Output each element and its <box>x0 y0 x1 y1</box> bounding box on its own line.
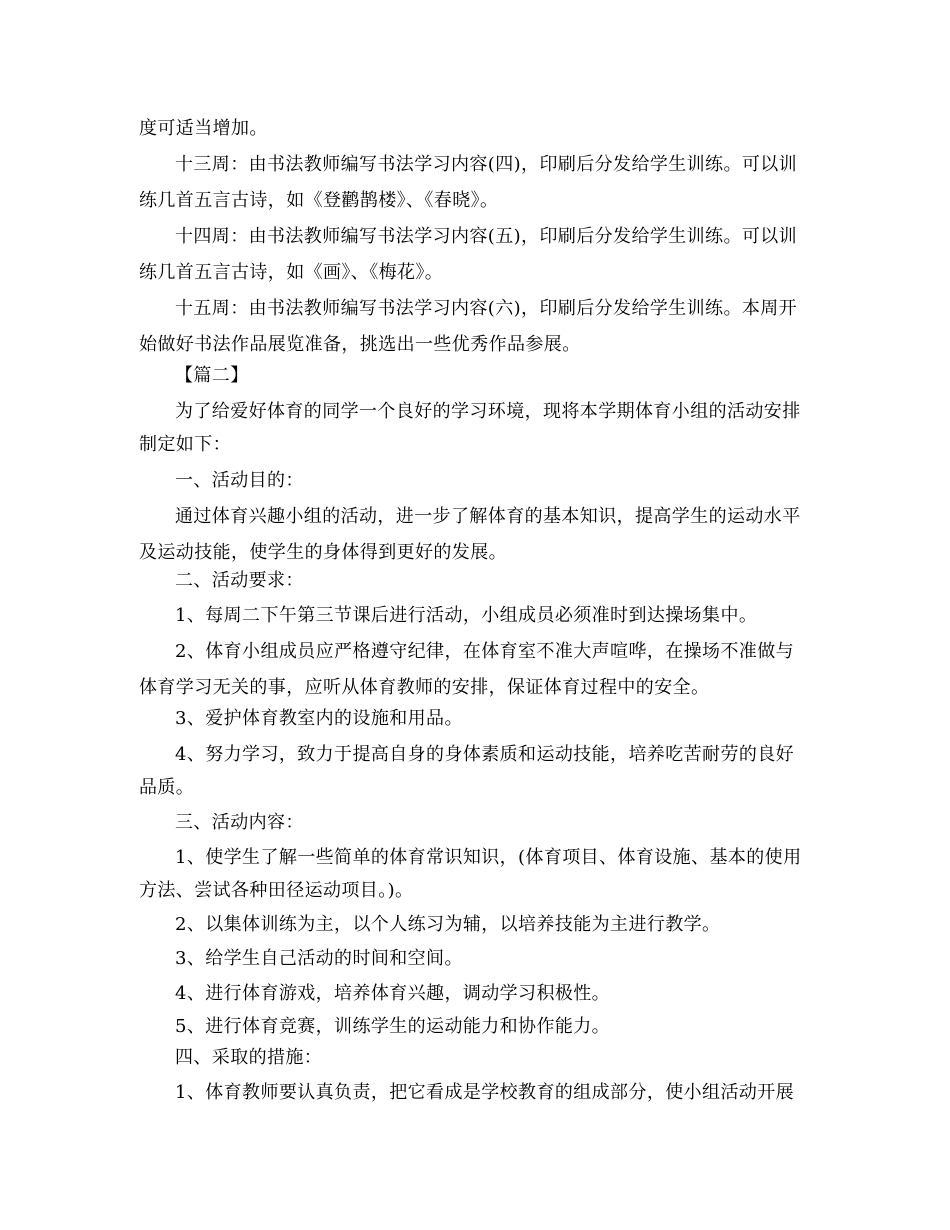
text-line: 制定如下： <box>139 434 231 455</box>
text-line: 2、体育小组成员应严格遵守纪律，在体育室不准大声喧哗，在操场不准做与 <box>175 641 795 662</box>
text-line: 为了给爱好体育的同学一个良好的学习环境，现将本学期体育小组的活动安排 <box>175 401 801 422</box>
subheading: 三、活动内容： <box>175 812 304 833</box>
text-line: 1、使学生了解一些简单的体育常识知识，(体育项目、体育设施、基本的使用 <box>175 847 802 868</box>
text-line: 练几首五言古诗，如《登鹳鹊楼》、《春晓》。 <box>139 190 499 211</box>
text-line: 2、以集体训练为主，以个人练习为辅，以培养技能为主进行教学。 <box>175 914 721 935</box>
text-line: 品质。 <box>139 777 195 798</box>
text-line: 3、爱护体育教室内的设施和用品。 <box>175 708 463 729</box>
text-line: 5、进行体育竞赛，训练学生的运动能力和协作能力。 <box>175 1016 611 1037</box>
text-line: 1、体育教师要认真负责，把它看成是学校教育的组成部分，使小组活动开展 <box>175 1082 795 1103</box>
text-line: 十五周：由书法教师编写书法学习内容(六)，印刷后分发给学生训练。本周开 <box>175 298 798 319</box>
text-line: 练几首五言古诗，如《画》、《梅花》。 <box>139 262 444 283</box>
text-line: 方法、尝试各种田径运动项目。)。 <box>139 880 414 901</box>
text-line: 4、进行体育游戏，培养体育兴趣，调动学习积极性。 <box>175 983 611 1004</box>
text-line: 及运动技能，使学生的身体得到更好的发展。 <box>139 542 507 563</box>
text-line: 始做好书法作品展览准备，挑选出一些优秀作品参展。 <box>139 334 581 355</box>
section-heading: 【篇二】 <box>175 365 249 386</box>
text-line: 1、每周二下午第三节课后进行活动，小组成员必须准时到达操场集中。 <box>175 605 758 626</box>
text-line: 度可适当增加。 <box>139 118 268 139</box>
text-line: 体育学习无关的事，应听从体育教师的安排，保证体育过程中的安全。 <box>139 677 710 698</box>
subheading: 四、采取的措施： <box>175 1047 323 1068</box>
text-line: 十四周：由书法教师编写书法学习内容(五)，印刷后分发给学生训练。可以训 <box>175 226 798 247</box>
text-line: 通过体育兴趣小组的活动，进一步了解体育的基本知识，提高学生的运动水平 <box>175 506 801 527</box>
text-line: 3、给学生自己活动的时间和空间。 <box>175 948 463 969</box>
subheading: 二、活动要求： <box>175 570 304 591</box>
subheading: 一、活动目的： <box>175 470 304 491</box>
text-line: 十三周：由书法教师编写书法学习内容(四)，印刷后分发给学生训练。可以训 <box>175 154 798 175</box>
text-line: 4、努力学习，致力于提高自身的身体素质和运动技能，培养吃苦耐劳的良好 <box>175 744 795 765</box>
